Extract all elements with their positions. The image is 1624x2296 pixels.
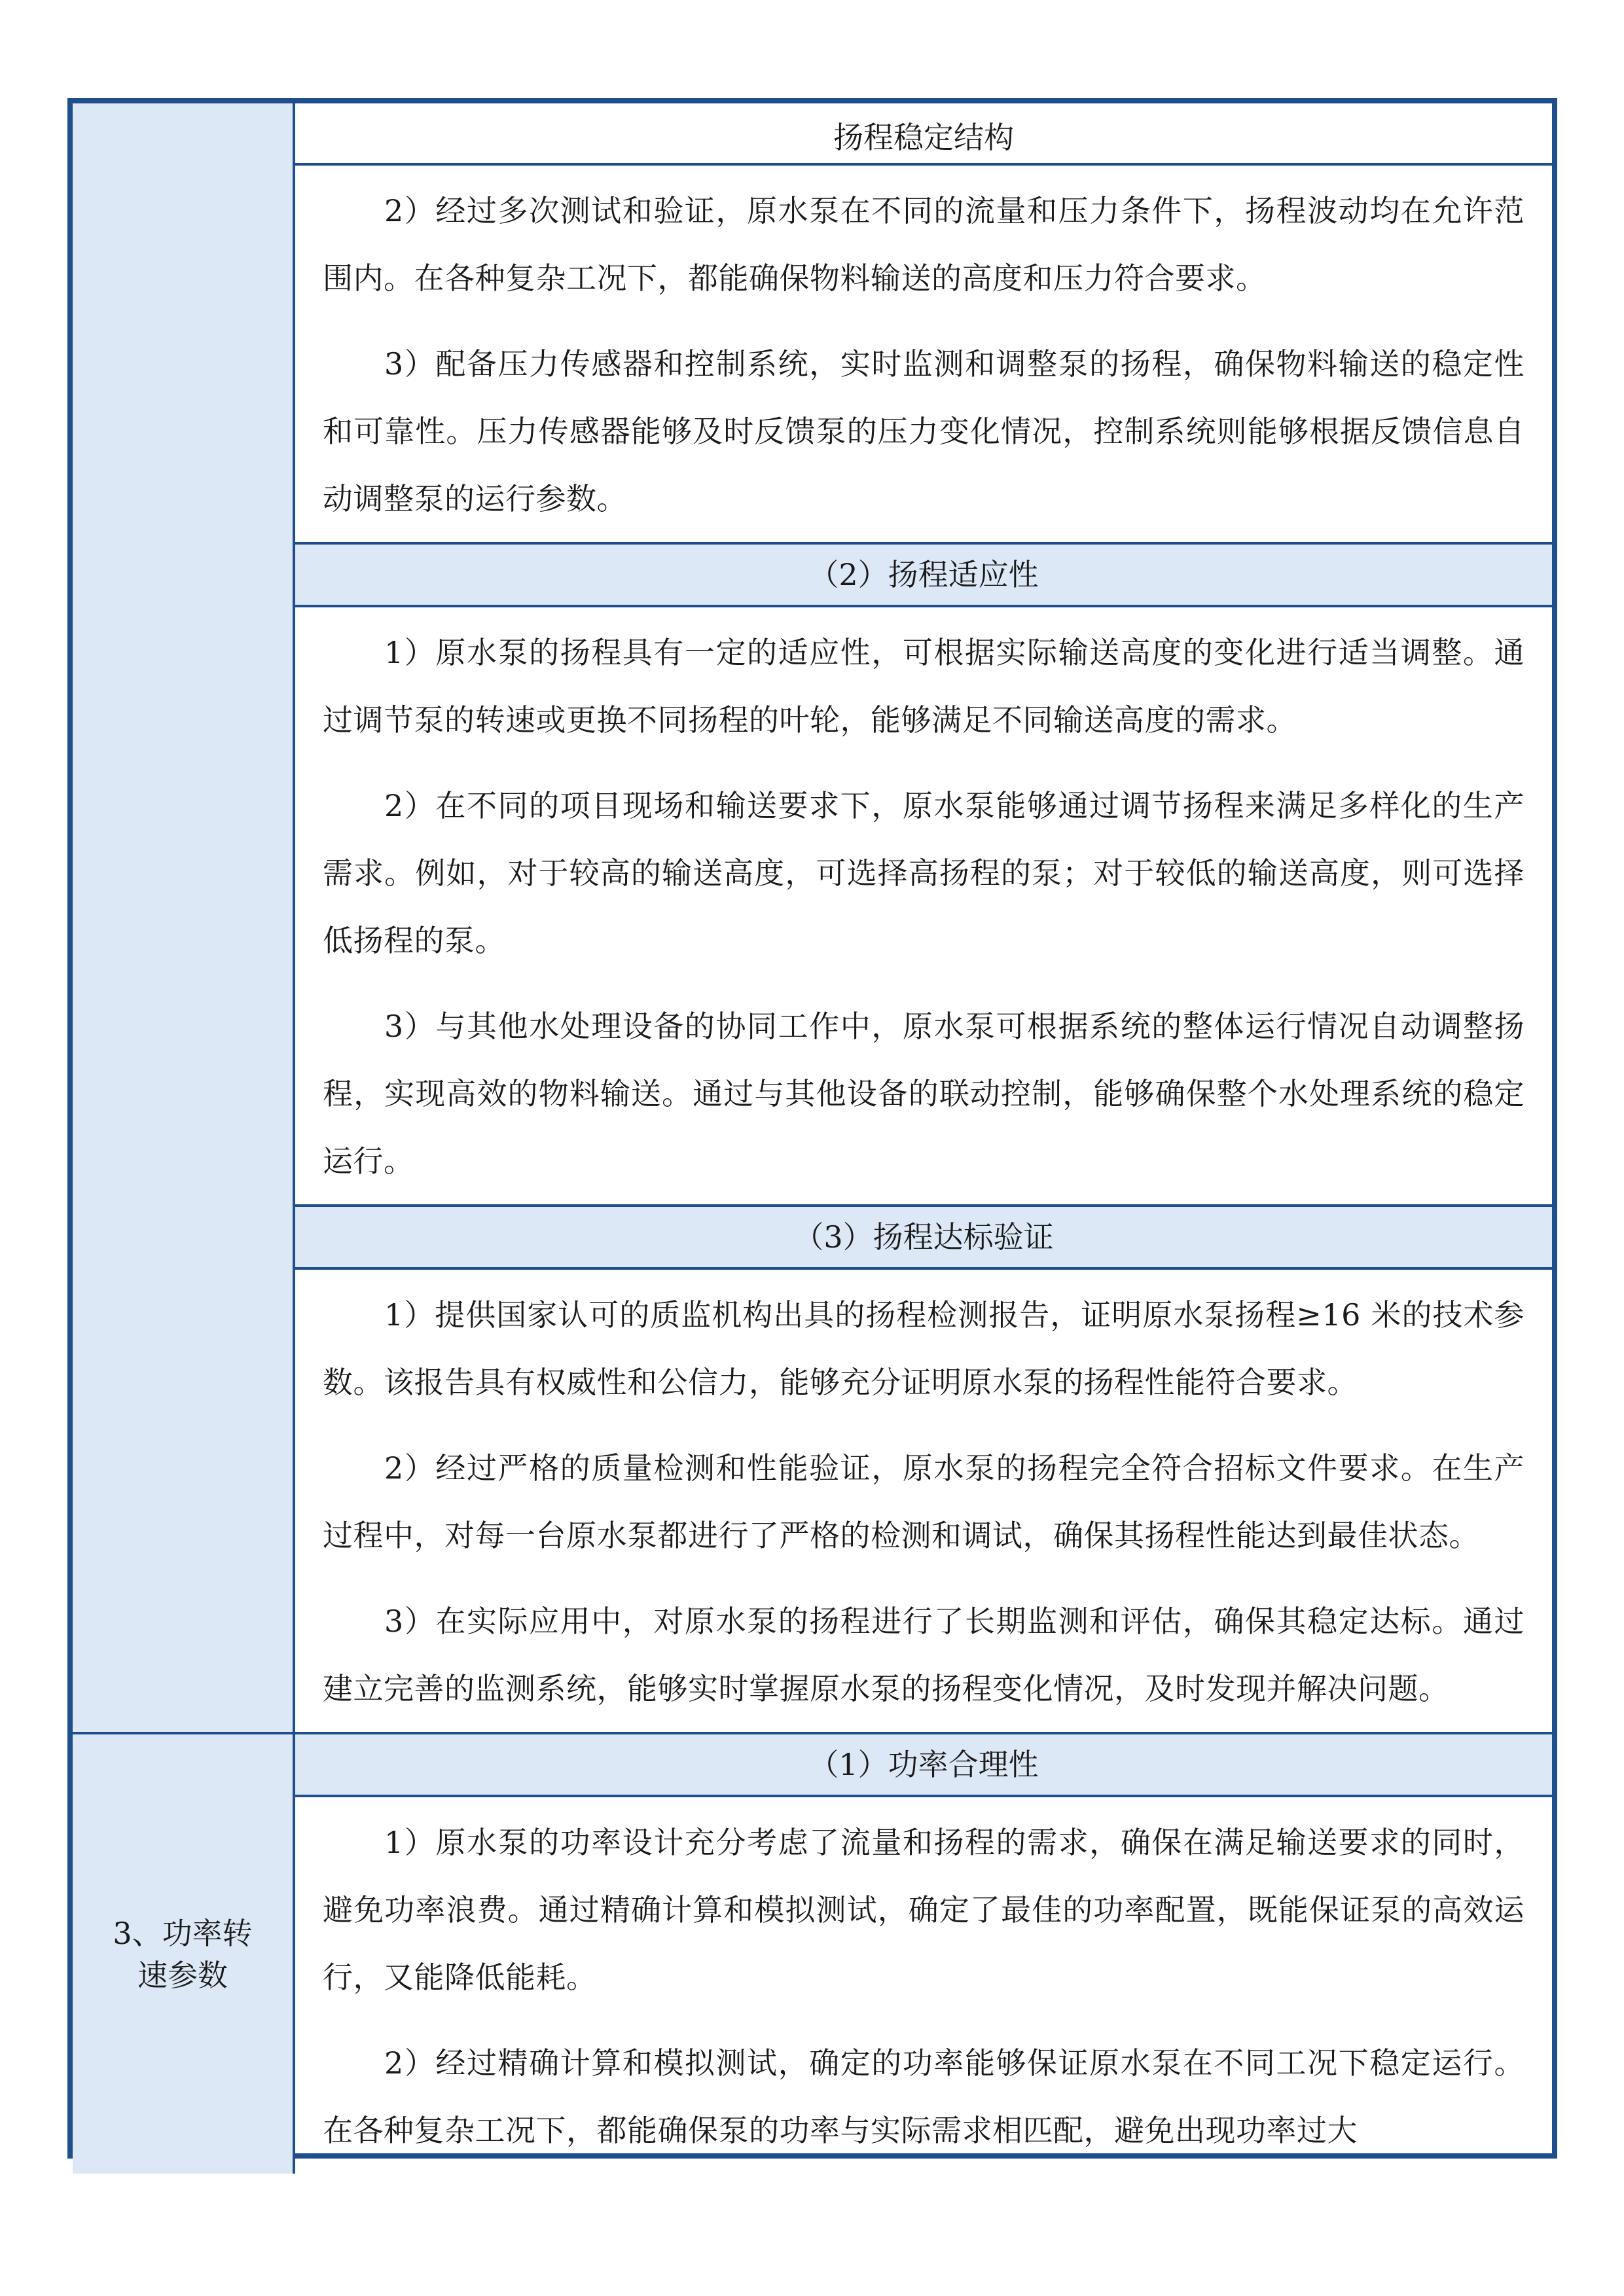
paragraph: 3）与其他水处理设备的协同工作中，原水泵可根据系统的整体运行情况自动调整扬程，实现高效的物料输送。通过与其他设备的联动控制，能够确保整个水处理系统的稳定运行。 xyxy=(323,1009,1525,1179)
table-row-power-section xyxy=(73,1734,1552,2174)
content-head-verification xyxy=(295,1270,1552,1732)
power-content-column xyxy=(295,1734,1552,2174)
parameter-table xyxy=(67,98,1557,2159)
paragraph: 1）原水泵的扬程具有一定的适应性，可根据实际输送高度的变化进行适当调整。通过调节泵的转速或更换不同扬程的叶轮，能够满足不同输送高度的需求。 xyxy=(323,635,1525,738)
subheader-head-adaptability: （2）扬程适应性 xyxy=(295,545,1552,607)
subheader-power-rationality: （1）功率合理性 xyxy=(295,1734,1552,1797)
paragraph: 3）在实际应用中，对原水泵的扬程进行了长期监测和评估，确保其稳定达标。通过建立完善的监测系统，能够实时掌握原水泵的扬程变化情况，及时发现并解决问题。 xyxy=(323,1604,1525,1706)
subheader-head-verification: （3）扬程达标验证 xyxy=(295,1207,1552,1270)
paragraph: 1）提供国家认可的质监机构出具的扬程检测报告，证明原水泵扬程≥16 米的技术参数。该报告具有权威性和公信力，能够充分证明原水泵的扬程性能符合要求。 xyxy=(323,1297,1525,1400)
paragraph: 2）经过严格的质量检测和性能验证，原水泵的扬程完全符合招标文件要求。在生产过程中，对每一台原水泵都进行了严格的检测和调试，确保其扬程性能达到最佳状态。 xyxy=(323,1450,1525,1553)
table-row-head-section xyxy=(73,103,1552,1734)
section-label-power-speed: 3、功率转速参数 xyxy=(113,1915,253,1993)
paragraph: 2）经过多次测试和验证，原水泵在不同的流量和压力条件下，扬程波动均在允许范围内。在各种复杂工况下，都能确保物料输送的高度和压力符合要求。 xyxy=(323,193,1525,296)
head-content-column xyxy=(295,103,1552,1732)
paragraph: 2）经过精确计算和模拟测试，确定的功率能够保证原水泵在不同工况下稳定运行。在各种复杂工况下，都能确保泵的功率与实际需求相匹配，避免出现功率过大 xyxy=(323,2045,1525,2148)
content-power-rationality xyxy=(295,1797,1552,2174)
left-label-cell xyxy=(73,1734,295,2174)
left-label-cell-empty xyxy=(73,103,295,1732)
paragraph: 3）配备压力传感器和控制系统，实时监测和调整泵的扬程，确保物料输送的稳定性和可靠性。压力传感器能够及时反馈泵的压力变化情况，控制系统则能够根据反馈信息自动调整泵的运行参数。 xyxy=(323,346,1525,516)
content-head-adaptability xyxy=(295,607,1552,1207)
paragraph: 1）原水泵的功率设计充分考虑了流量和扬程的需求，确保在满足输送要求的同时，避免功率浪费。通过精确计算和模拟测试，确定了最佳的功率配置，既能保证泵的高效运行，又能降低能耗。 xyxy=(323,1825,1525,1995)
subheader-head-stability: 扬程稳定结构 xyxy=(295,103,1552,166)
paragraph: 2）在不同的项目现场和输送要求下，原水泵能够通过调节扬程来满足多样化的生产需求。例如，对于较高的输送高度，可选择高扬程的泵；对于较低的输送高度，则可选择低扬程的泵。 xyxy=(323,788,1525,958)
content-head-stability xyxy=(295,166,1552,545)
